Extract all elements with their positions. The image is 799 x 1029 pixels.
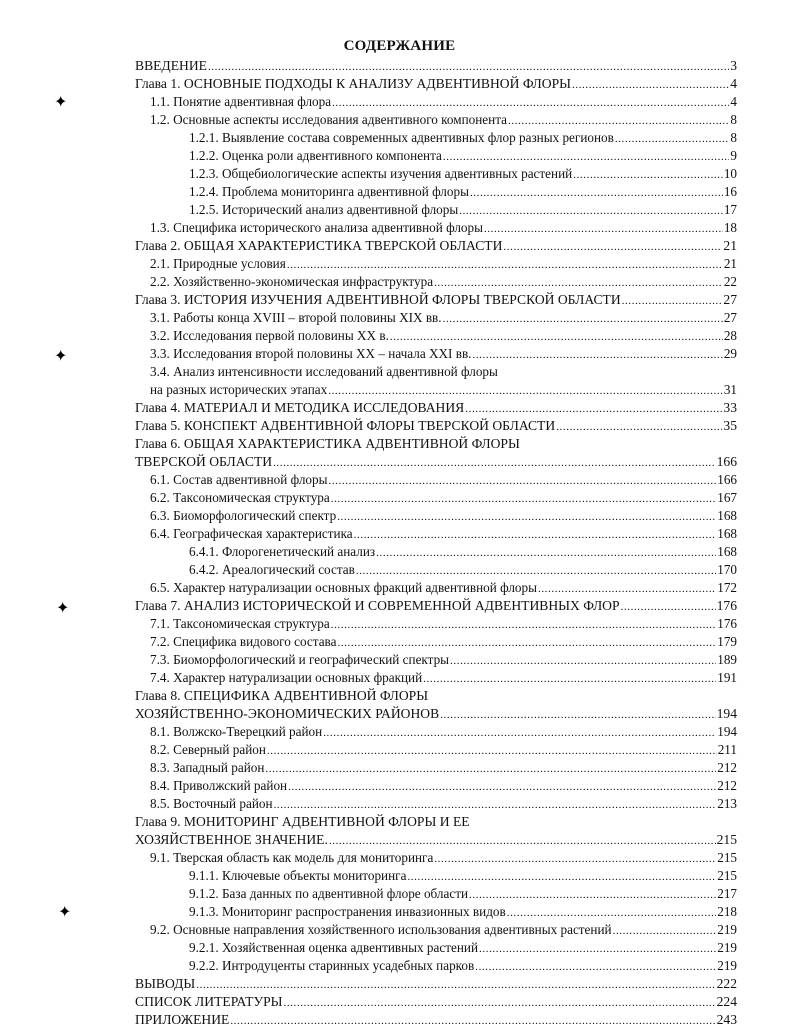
leader-dots [376,544,716,561]
leader-dots [354,526,717,543]
toc-entry [150,777,737,795]
toc-label: 8.2. Северный район [150,742,266,757]
toc-label: 6.4.1. Флорогенетический анализ [189,544,376,559]
toc-page: 35 [723,418,737,433]
toc-page: 168 [717,544,737,559]
toc-label: ВВЕДЕНИЕ [135,58,207,73]
toc-page: 10 [723,166,737,181]
toc-entry [150,921,737,939]
toc-label: 1.2. Основные аспекты исследования адвентивного компонента [150,112,507,127]
toc-entry [150,759,737,777]
toc-page: 243 [716,1012,737,1027]
toc-page: 176 [717,616,737,631]
toc-label: 7.1. Таксономическая структура [150,616,330,631]
toc-label: 9.1.1. Ключевые объекты мониторинга [189,868,407,883]
toc-page: 17 [723,202,737,217]
leader-dots [440,706,715,723]
toc-entry [135,291,737,309]
toc-entry [150,651,737,669]
leader-dots [459,202,723,219]
toc-entry [189,165,737,183]
leader-dots [469,886,716,903]
toc-page: 219 [717,922,737,937]
leader-dots [208,58,729,75]
leader-dots [484,220,723,237]
toc-label: Глава 7. АНАЛИЗ ИСТОРИЧЕСКОЙ И СОВРЕМЕННОЙ АДВЕНТИВНЫХ ФЛОР [135,598,620,613]
toc-entry [189,147,737,165]
toc-entry [189,903,737,921]
leader-dots [328,382,723,399]
toc-page: 22 [723,274,737,289]
toc-entry [189,201,737,219]
leader-dots [337,634,716,651]
toc-page: 189 [717,652,737,667]
leader-dots [265,760,716,777]
toc-entry [189,183,737,201]
toc-entry [189,543,737,561]
toc-label: 3.3. Исследования второй половины XX – начала XXI вв. [150,346,472,361]
toc-entry [150,309,737,327]
toc-entry [150,669,737,687]
toc-page: 28 [723,328,737,343]
leader-dots [288,778,716,795]
toc-page: 215 [716,832,737,847]
toc-entry [135,1011,737,1029]
leader-dots [331,616,716,633]
leader-dots [273,454,716,471]
toc-page: 21 [723,238,737,253]
toc-page: 212 [717,760,737,775]
leader-dots [465,400,722,417]
toc-page: 194 [717,724,737,739]
toc-page: 213 [717,796,737,811]
toc-entry [150,525,737,543]
toc-page: 33 [723,400,737,415]
leader-dots [328,472,716,489]
toc-entry [189,885,737,903]
toc-page: 172 [717,580,737,595]
toc-page: 167 [717,490,737,505]
toc-entry [150,345,737,363]
leader-dots [622,292,723,309]
toc-entry [150,579,737,597]
toc-label: ТВЕРСКОЙ ОБЛАСТИ [135,454,273,469]
toc-page: 215 [717,850,737,865]
scan-speck-icon: ✦ [58,904,72,921]
leader-dots [472,346,722,363]
toc-entry [135,453,737,471]
leader-dots [615,130,730,147]
leader-dots [323,724,716,741]
toc-page: 9 [730,148,737,163]
toc-entry [135,237,737,255]
toc-label: на разных исторических этапах [150,382,328,397]
toc-entry [150,633,737,651]
toc-label: 9.1.3. Мониторинг распространения инвазионных видов [189,904,506,919]
toc-page: 8 [730,130,737,145]
toc-label: 1.2.3. Общебиологические аспекты изучения адвентивных растений [189,166,573,181]
toc-label: 8.4. Приволжский район [150,778,288,793]
leader-dots [356,562,716,579]
toc-label: 1.2.4. Проблема мониторинга адвентивной флоры [189,184,469,199]
toc-entry [150,741,737,759]
toc-entry [150,327,737,345]
toc-label: Глава 1. ОСНОВНЫЕ ПОДХОДЫ К АНАЛИЗУ АДВЕНТИВНОЙ ФЛОРЫ [135,76,571,91]
toc-label: СПИСОК ЛИТЕРАТУРЫ [135,994,283,1009]
toc-page: 21 [723,256,737,271]
toc-entry [150,507,737,525]
toc-entry [150,795,737,813]
leader-dots [283,994,715,1011]
toc-label: 9.2.1. Хозяйственная оценка адвентивных растений [189,940,479,955]
toc-entry [150,273,737,291]
toc-entry [150,471,737,489]
toc-page: 168 [717,508,737,523]
toc-entry [150,219,737,237]
scan-speck-icon: ✦ [56,600,70,617]
toc-page: 166 [717,472,737,487]
toc-label: 3.2. Исследования первой половины XX в. [150,328,389,343]
toc-label: 6.1. Состав адвентивной флоры [150,472,328,487]
toc-page: 4 [730,76,737,91]
leader-dots [470,184,723,201]
leader-dots [332,94,729,111]
toc-entry [135,993,737,1011]
toc-page: 31 [723,382,737,397]
toc-entry [135,597,737,615]
leader-dots [443,148,730,165]
toc-page: 27 [723,310,737,325]
toc-entry [135,57,737,75]
scan-speck-icon: ✦ [54,94,68,111]
toc-label: 6.3. Биоморфологический спектр [150,508,337,523]
leader-dots [613,922,717,939]
toc-label: 7.4. Характер натурализации основных фракций [150,670,423,685]
toc-entry [150,849,737,867]
toc-entry [135,831,737,849]
toc-page: 217 [717,886,737,901]
toc-page: 18 [723,220,737,235]
toc-label: 1.1. Понятие адвентивная флора [150,94,332,109]
toc-page: 4 [730,94,737,109]
leader-dots [390,328,723,345]
toc-page: 166 [716,454,737,469]
toc-entry [150,489,737,507]
toc-label: 6.2. Таксономическая структура [150,490,330,505]
leader-dots [450,652,716,669]
toc-entry [189,939,737,957]
toc-label: 8.3. Западный район [150,760,265,775]
toc-label: 7.2. Специфика видового состава [150,634,337,649]
toc-label: Глава 4. МАТЕРИАЛ И МЕТОДИКА ИССЛЕДОВАНИЯ [135,400,465,415]
toc-label: ХОЗЯЙСТВЕННО-ЭКОНОМИЧЕСКИХ РАЙОНОВ [135,706,440,721]
scan-speck-icon: ✦ [54,348,68,365]
toc-label: 6.4. Географическая характеристика [150,526,353,541]
toc-label: 9.2.2. Интродуценты старинных усадебных парков [189,958,475,973]
leader-dots [196,976,715,993]
toc-page: 212 [717,778,737,793]
leader-dots [287,256,723,273]
leader-dots [274,796,717,813]
leader-dots [479,940,716,957]
toc-entry [135,417,737,435]
toc-page: 27 [723,292,737,307]
toc-label: 2.1. Природные условия [150,256,286,271]
toc-page: 219 [717,958,737,973]
leader-dots [329,832,716,849]
toc-label: 1.2.1. Выявление состава современных адвентивных флор разных регионов [189,130,614,145]
toc-entry [150,615,737,633]
toc-entry [189,867,737,885]
toc-page: 168 [717,526,737,541]
leader-dots [337,508,716,525]
toc-page: 218 [717,904,737,919]
toc-entry-line: 3.4. Анализ интенсивности исследований адвентивной флоры [150,364,498,379]
toc-label: Глава 2. ОБЩАЯ ХАРАКТЕРИСТИКА ТВЕРСКОЙ ОБЛАСТИ [135,238,503,253]
leader-dots [475,958,716,975]
leader-dots [572,76,729,93]
toc-label: ХОЗЯЙСТВЕННОЕ ЗНАЧЕНИЕ. [135,832,328,847]
leader-dots [556,418,722,435]
toc-entry [150,723,737,741]
toc-label: 7.3. Биоморфологический и географический спектры [150,652,450,667]
toc-label: 8.5. Восточный район [150,796,273,811]
toc-page: 29 [723,346,737,361]
toc-label: 9.1. Тверская область как модель для мониторинга [150,850,434,865]
leader-dots [503,238,722,255]
toc-page: 170 [717,562,737,577]
toc-page: 176 [716,598,737,613]
leader-dots [423,670,716,687]
toc-label: 3.1. Работы конца XVIII – второй половины XIX вв. [150,310,442,325]
toc-entry [150,381,737,399]
toc-page: 224 [716,994,737,1009]
toc-label: 1.2.5. Исторический анализ адвентивной флоры [189,202,459,217]
toc-page: 16 [723,184,737,199]
toc-entry [150,111,737,129]
leader-dots [573,166,723,183]
toc-label: 2.2. Хозяйственно-экономическая инфраструктура [150,274,434,289]
toc-entry [135,399,737,417]
toc-entry-line: Глава 6. ОБЩАЯ ХАРАКТЕРИСТИКА АДВЕНТИВНОЙ ФЛОРЫ [135,436,520,451]
toc-entry [135,975,737,993]
page-title: СОДЕРЖАНИЕ [343,38,456,54]
toc-label: 1.2.2. Оценка роли адвентивного компонента [189,148,442,163]
toc-label: ПРИЛОЖЕНИЕ [135,1012,230,1027]
leader-dots [434,850,716,867]
toc-label: ВЫВОДЫ [135,976,196,991]
toc-label: Глава 3. ИСТОРИЯ ИЗУЧЕНИЯ АДВЕНТИВНОЙ ФЛОРЫ ТВЕРСКОЙ ОБЛАСТИ [135,292,621,307]
toc-label: Глава 5. КОНСПЕКТ АДВЕНТИВНОЙ ФЛОРЫ ТВЕРСКОЙ ОБЛАСТИ [135,418,556,433]
toc-label: 9.1.2. База данных по адвентивной флоре области [189,886,469,901]
toc-entry [189,561,737,579]
toc-label: 1.3. Специфика исторического анализа адвентивной флоры [150,220,483,235]
toc-page: 3 [730,58,737,73]
leader-dots [538,580,716,597]
toc-entry [150,255,737,273]
toc-page: 179 [717,634,737,649]
toc-label: 8.1. Волжско-Тверецкий район [150,724,323,739]
toc-page: 8 [730,112,737,127]
leader-dots [230,1012,715,1029]
leader-dots [267,742,717,759]
leader-dots [621,598,716,615]
toc-page: 222 [716,976,737,991]
toc-label: 6.4.2. Ареалогический состав [189,562,355,577]
toc-page: 211 [717,742,737,757]
toc-entry [189,957,737,975]
toc-label: 9.2. Основные направления хозяйственного использования адвентивных растений [150,922,612,937]
toc-entry [150,93,737,111]
leader-dots [443,310,723,327]
toc-label: 6.5. Характер натурализации основных фракций адвентивной флоры [150,580,537,595]
toc-entry [135,705,737,723]
toc-entry-line: Глава 9. МОНИТОРИНГ АДВЕНТИВНОЙ ФЛОРЫ И ЕЕ [135,814,470,829]
leader-dots [508,112,729,129]
toc-entry [135,75,737,93]
toc-page: 194 [716,706,737,721]
toc-page: 215 [717,868,737,883]
leader-dots [331,490,716,507]
leader-dots [507,904,717,921]
toc-page: 191 [717,670,737,685]
toc-page: 219 [717,940,737,955]
toc-entry-line: Глава 8. СПЕЦИФИКА АДВЕНТИВНОЙ ФЛОРЫ [135,688,429,703]
leader-dots [434,274,723,291]
leader-dots [407,868,716,885]
toc-entry [189,129,737,147]
